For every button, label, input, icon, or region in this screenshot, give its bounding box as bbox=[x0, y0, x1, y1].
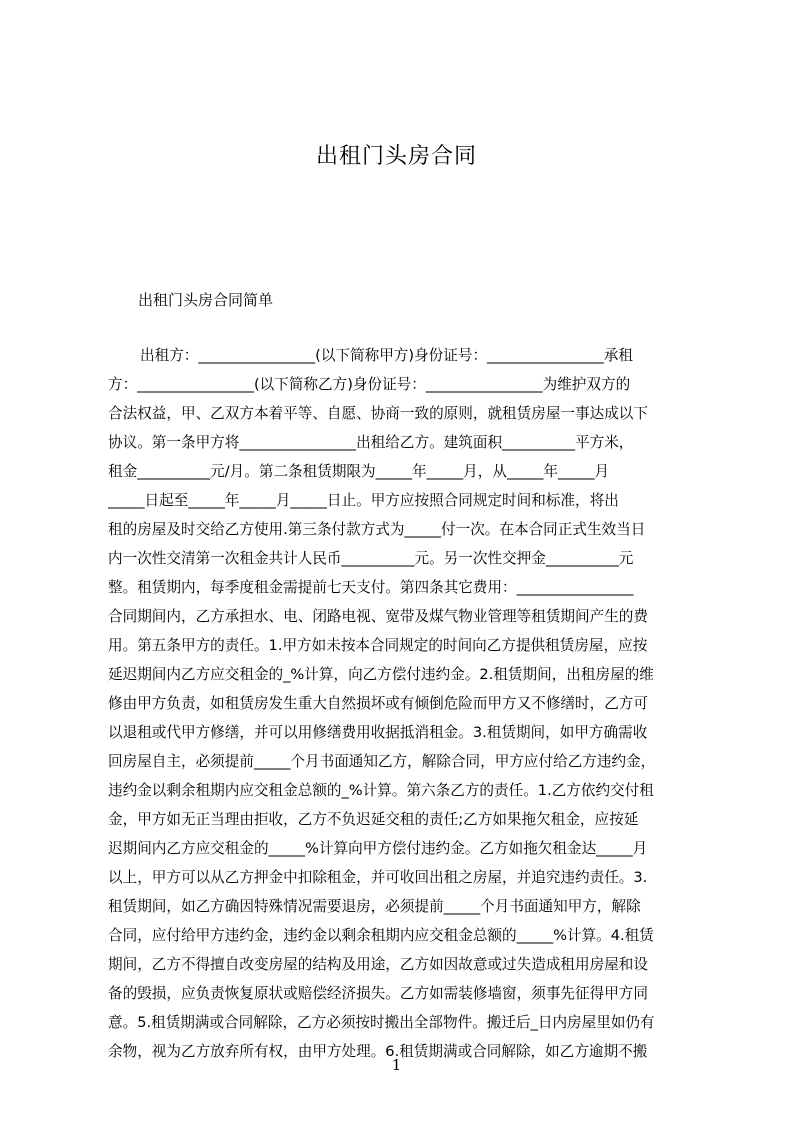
body-line: 修由甲方负责，如租赁房发生重大自然损坏或有倾倒危险而甲方又不修缮时，乙方可 bbox=[108, 695, 648, 712]
body-line: 迟期间内乙方应交租金的_____%计算向甲方偿付违约金。乙方如拖欠租金达_____月 bbox=[108, 840, 648, 857]
body-line: 租赁期间，如乙方确因特殊情况需要退房，必须提前_____个月书面通知甲方，解除 bbox=[108, 898, 641, 915]
body-line: 合同，应付给甲方违约金，违约金以剩余租期内应交租金总额的_____%计算。4.租赁 bbox=[108, 927, 654, 944]
body-line: 延迟期间内乙方应交租金的_%计算，向乙方偿付违约金。2.租赁期间，出租房屋的维 bbox=[108, 666, 654, 683]
body-line: 用。第五条甲方的责任。1.甲方如未按本合同规定的时间向乙方提供租赁房屋，应按 bbox=[108, 637, 648, 654]
body-line: 合法权益，甲、乙双方本着平等、自愿、协商一致的原则，就租赁房屋一事达成以下 bbox=[108, 405, 648, 422]
body-line: 意。5.租赁期满或合同解除，乙方必须按时搬出全部物件。搬迁后_日内房屋里如仍有 bbox=[108, 1014, 655, 1031]
body-line: 方：________________(以下简称乙方)身份证号：________________为维护双方的 bbox=[108, 376, 631, 393]
body-line: 以上，甲方可以从乙方押金中扣除租金，并可收回出租之房屋，并追究违约责任。3. bbox=[108, 869, 648, 886]
body-line: 租的房屋及时交给乙方使用.第三条付款方式为_____付一次。在本合同正式生效当日 bbox=[108, 521, 646, 538]
body-line: 以退租或代甲方修缮，并可以用修缮费用收据抵消租金。3.租赁期间，如甲方确需收 bbox=[108, 724, 648, 741]
body-line: 整。租赁期内，每季度租金需提前七天支付。第四条其它费用：________________ bbox=[108, 579, 634, 596]
body-line: _____日起至_____年_____月_____日止。甲方应按照合同规定时间和标准，将出 bbox=[108, 492, 619, 509]
body-line: 期间，乙方不得擅自改变房屋的结构及用途，乙方如因故意或过失造成租用房屋和设 bbox=[108, 956, 648, 973]
body-line: 内一次性交清第一次租金共计人民币__________元。另一次性交押金__________元 bbox=[108, 550, 634, 567]
body-line: 备的毁损，应负责恢复原状或赔偿经济损失。乙方如需装修墙窗，须事先征得甲方同 bbox=[108, 985, 648, 1002]
contract-body bbox=[108, 341, 698, 1066]
body-line: 租金__________元/月。第二条租赁期限为_____年_____月，从_____年_____月 bbox=[108, 463, 610, 480]
body-line: 协议。第一条甲方将________________出租给乙方。建筑面积__________平方米， bbox=[108, 434, 634, 451]
body-line: 出租方：________________(以下简称甲方)身份证号：________________承租 bbox=[140, 347, 633, 364]
document-subtitle: 出租门头房合同简单 bbox=[138, 291, 274, 309]
body-line: 金，甲方如无正当理由拒收，乙方不负迟延交租的责任;乙方如果拖欠租金，应按延 bbox=[108, 811, 639, 828]
body-line: 余物，视为乙方放弃所有权，由甲方处理。6.租赁期满或合同解除，如乙方逾期不搬 bbox=[108, 1043, 648, 1060]
body-line: 合同期间内，乙方承担水、电、闭路电视、宽带及煤气物业管理等租赁期间产生的费 bbox=[108, 608, 648, 625]
body-line: 回房屋自主，必须提前_____个月书面通知乙方，解除合同，甲方应付给乙方违约金， bbox=[108, 753, 656, 770]
document-title: 出租门头房合同 bbox=[315, 144, 477, 169]
body-line: 违约金以剩余租期内应交租金总额的_%计算。第六条乙方的责任。1.乙方依约交付租 bbox=[108, 782, 654, 799]
page-number: 1 bbox=[391, 1056, 402, 1074]
